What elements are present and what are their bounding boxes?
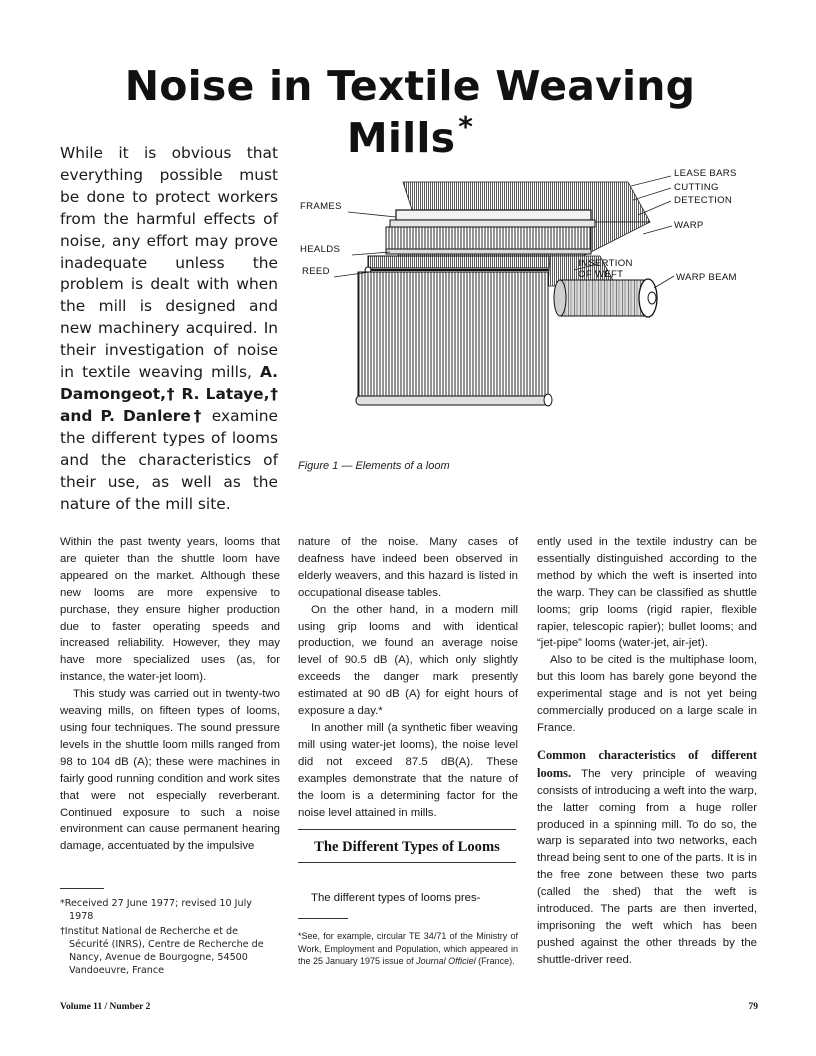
paragraph: ently used in the textile industry can be essentially distinguished according to the method by which the weft is inserted into the warp. They can be classified as shuttle looms; grip looms (rigid rapier, flexible rapier, telescopic rapier); bullet looms; and “jet-pipe” looms (water-jet, air-jet). [537,536,757,650]
paragraph: This study was carried out in twenty-two weaving mills, on fifteen types of looms, using four techniques. The sound pressure levels in the shuttle loom mills ranged from 98 to 104 dB (A); these were machines in fairly good running condition and work sites that were not especially reverberant. Continued exposure to such a noise environment can cause permanent hearing damage, accentuated by the impulsive [60,688,280,853]
article-deck [60,143,278,515]
label-lease-bars: LEASE BARS [674,168,737,179]
body-column-2 [298,534,518,821]
footnote-circular [298,930,518,968]
label-of-weft: OF WEFT [578,269,624,280]
section-first-line: The different types of looms pres- [311,892,481,904]
figure-caption: Figure 1 — Elements of a loom [298,460,450,472]
title-text: Noise in Textile Weaving Mills [124,62,696,162]
deck-authors: A. Damongeot,† R. Lataye,† and P. Danlere† [60,363,278,425]
section-heading: The Different Types of Looms [298,829,516,863]
label-reed: REED [302,266,330,277]
label-warp-beam: WARP BEAM [676,272,737,283]
footnote-journal: Journal Officiel [416,956,476,966]
body-column-3 [537,534,757,969]
paragraph: nature of the noise. Many cases of deafness have indeed been observed in elderly weavers, and this hazard is listed in occupational disease tables. [298,536,518,599]
page-number: 79 [748,1002,758,1012]
footnote-affiliation: †Institut National de Recherche et de Sécurité (INRS), Centre de Recherche de Nancy, Avenue de Bourgogne, 54500 Vandoeuvre, France [60,926,264,976]
footnote-rule [298,918,348,919]
paragraph: Within the past twenty years, looms that are quieter than the shuttle loom have appeared on the market. Although these new looms are more expensive to purchase, they ensure higher production due to faster operating speeds and increased reliability. However, they may have more specialized uses (as, for instance, the water-jet loom). [60,536,280,684]
run-in-heading: Common characteristics of different looms. [537,747,757,780]
paragraph: In another mill (a synthetic fiber weaving mill using water-jet looms), the noise level did not exceed 87.5 dB(A). These examples demonstrate that the nature of the loom is a determining factor for the noise level attained in mills. [298,721,518,819]
loom-illustration [298,160,758,460]
title-footnote-mark: * [458,110,474,143]
volume-folio: Volume 11 / Number 2 [60,1002,151,1012]
label-cutting: CUTTING [674,182,719,193]
footnote-received: *Received 27 June 1977; revised 10 July 1978 [60,898,252,922]
loom-figure [298,160,758,460]
deck-text: While it is obvious that everything possible must be done to protect workers from the harmful effects of noise, any effort may prove inadequate unless the problem is dealt with when the mill is designed and new machinery acquired. In their investigation of noise in textile weaving mills, [60,144,278,382]
footnote-see-end: (France). [475,956,515,966]
label-warp: WARP [674,220,704,231]
label-insertion: INSERTION [578,258,633,269]
footnote-rule [60,888,104,889]
paragraph: On the other hand, in a modern mill using grip looms and with identical production, we found an average noise level of 90.5 dB (A), which only slightly exceeds the danger mark presently estimated at 90 dB (A) for eight hours of exposure a day.* [298,603,518,718]
label-frames: FRAMES [300,201,342,212]
run-in-text: The very principle of weaving consists of introducing a weft into the warp, the latter coming from a huge roller produced in a spinning mill. To do so, the warp is separated into two networks, each thread being sent to one of the parts. It is in the free zone between these two parts (called the shed) that the weft is introduced. The parts are then inverted, imprisoning the weft which has been pushed against the other threads by the shuttle-driver reed. [537,767,757,966]
label-healds: HEALDS [300,244,341,255]
footnotes-left [60,897,278,979]
deck-text-end: examine the different types of looms and the characteristics of their use, as well as the nature of the mill site. [60,406,279,513]
paragraph: Also to be cited is the multiphase loom, but this loom has barely gone beyond the experimental stage and is not yet being commercially produced on a large scale in France. [537,654,757,734]
footnote-see-text: *See, for example, circular TE 34/71 of the Ministry of Work, Employment and Population, which appeared in the 25 January 1975 issue of [298,931,518,966]
label-detection: DETECTION [674,195,733,206]
paragraph [537,747,757,969]
body-column-1 [60,534,280,855]
